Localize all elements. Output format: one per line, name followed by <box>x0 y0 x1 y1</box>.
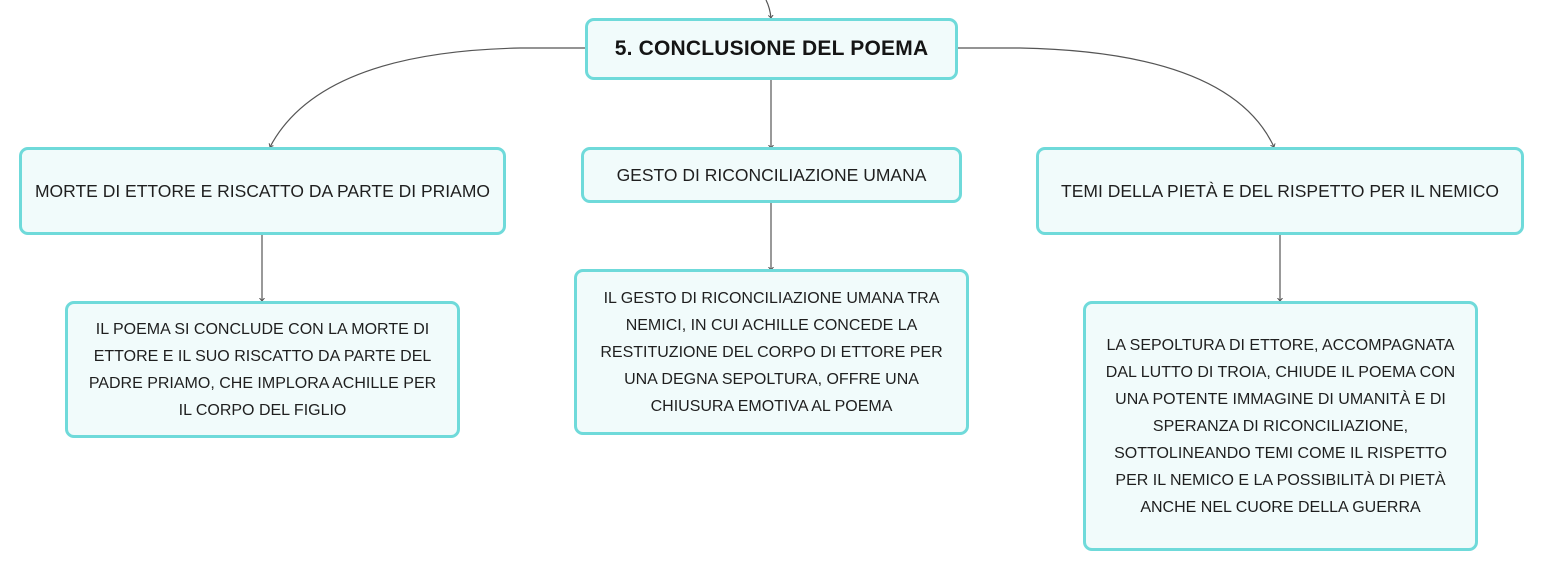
connector-root-to-branch-1 <box>270 48 586 147</box>
detail-topic-text: IL POEMA SI CONCLUDE CON LA MORTE DI ETTORE E IL SUO RISCATTO DA PARTE DEL PADRE PRIAMO, CHE IMPLORA ACHILLE PER IL CORPO DEL FIGLIO <box>88 320 437 419</box>
branch-topic-label: TEMI DELLA PIETÀ E DEL RISPETTO PER IL NEMICO <box>1061 181 1499 201</box>
incoming-connector <box>766 0 771 18</box>
detail-topic-temi-della-pieta[interactable] <box>1083 301 1478 551</box>
root-topic[interactable] <box>585 18 958 80</box>
branch-topic-temi-della-pieta[interactable] <box>1036 147 1524 235</box>
root-topic-label: 5. CONCLUSIONE DEL POEMA <box>614 37 929 60</box>
detail-topic-text: IL GESTO DI RICONCILIAZIONE UMANA TRA NEMICI, IN CUI ACHILLE CONCEDE LA RESTITUZIONE DEL CORPO DI ETTORE PER UNA DEGNA SEPOLTURA, OFFRE UNA CHIUSURA EMOTIVA AL POEMA <box>600 289 943 415</box>
branch-topic-label: GESTO DI RICONCILIAZIONE UMANA <box>616 165 927 185</box>
branch-topic-gesto-di-riconciliazione[interactable] <box>581 147 962 203</box>
detail-topic-gesto-di-riconciliazione[interactable] <box>574 269 969 435</box>
connector-root-to-branch-3 <box>957 48 1274 147</box>
branch-topic-label: MORTE DI ETTORE E RISCATTO DA PARTE DI PRIAMO <box>34 181 491 201</box>
detail-topic-morte-di-ettore[interactable] <box>65 301 460 438</box>
branch-topic-morte-di-ettore[interactable] <box>19 147 506 235</box>
detail-topic-text: LA SEPOLTURA DI ETTORE, ACCOMPAGNATA DAL LUTTO DI TROIA, CHIUDE IL POEMA CON UNA POTENTE IMMAGINE DI UMANITÀ E DI SPERANZA DI RICONCILIAZIONE, SOTTOLINEANDO TEMI COME IL RISPETTO PER IL NEMICO E LA POSSIBILITÀ DI PIETÀ ANCHE NEL CUORE DELLA GUERRA <box>1105 336 1456 516</box>
